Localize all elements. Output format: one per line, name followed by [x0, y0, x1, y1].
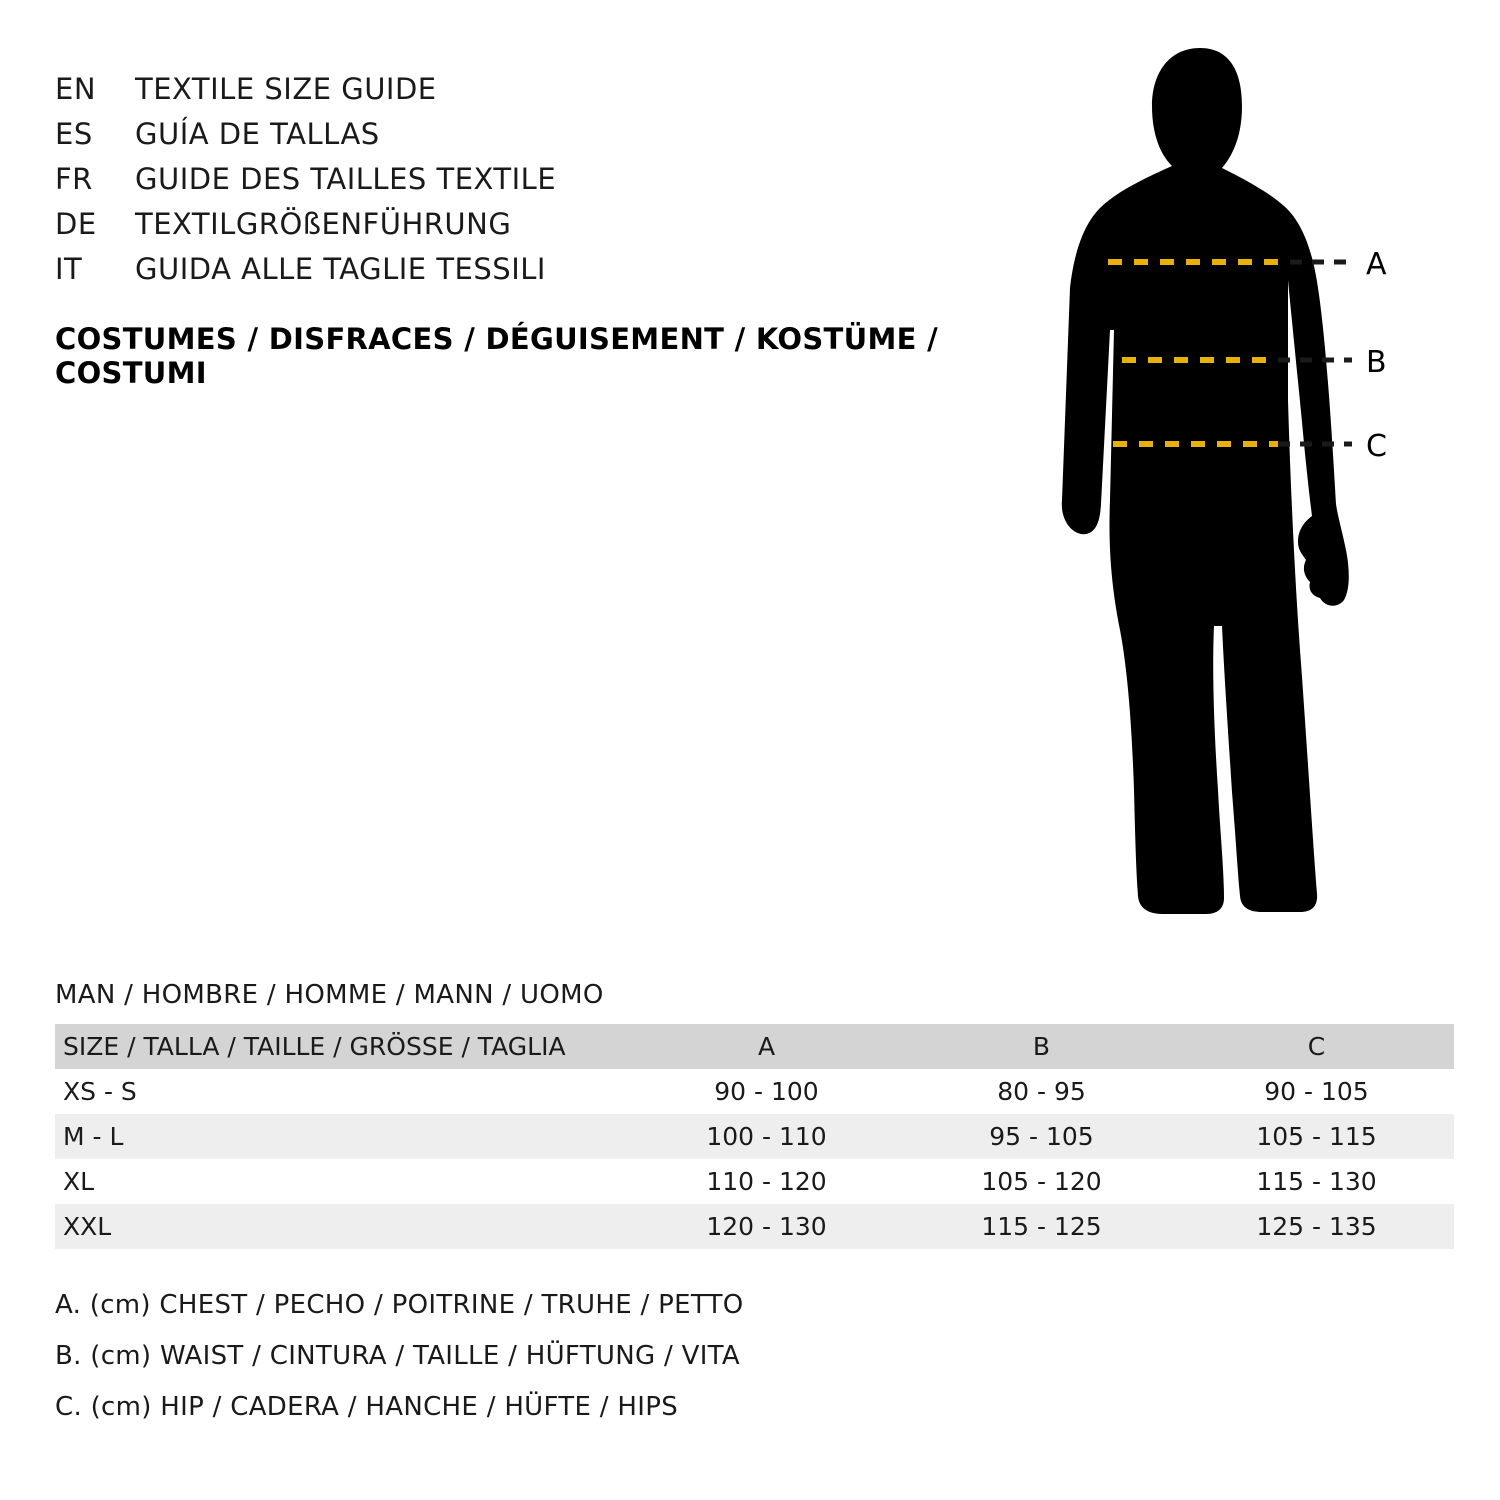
- language-text-it: GUIDA ALLE TAGLIE TESSILI: [135, 252, 546, 286]
- table-cell-b: 105 - 120: [981, 1167, 1102, 1196]
- language-code-es: ES: [55, 117, 93, 151]
- table-row: [55, 1114, 1454, 1159]
- male-silhouette-icon: [1000, 30, 1460, 930]
- marker-label-c: C: [1366, 429, 1387, 464]
- costumes-subtitle: COSTUMES / DISFRACES / DÉGUISEMENT / KOSTÜME / COSTUMI: [55, 322, 939, 390]
- table-cell-a: 100 - 110: [706, 1122, 827, 1151]
- language-row-de: [55, 207, 955, 241]
- legend-line-c: C. (cm) HIP / CADERA / HANCHE / HÜFTE / HIPS: [55, 1392, 679, 1422]
- language-text-fr: GUIDE DES TAILLES TEXTILE: [135, 162, 557, 196]
- table-header-size: SIZE / TALLA / TAILLE / GRÖSSE / TAGLIA: [63, 1032, 566, 1061]
- table-cell-size: XXL: [63, 1212, 112, 1241]
- table-header-c: C: [1307, 1032, 1326, 1061]
- table-row: [55, 1159, 1454, 1204]
- language-code-en: EN: [55, 72, 97, 106]
- table-header-b: B: [1032, 1032, 1051, 1061]
- body-measurement-figure: [1000, 30, 1460, 930]
- marker-label-b: B: [1366, 345, 1387, 380]
- table-cell-a: 110 - 120: [706, 1167, 827, 1196]
- language-header-block: [55, 72, 955, 390]
- table-header-row: [55, 1024, 1454, 1069]
- table-cell-size: XS - S: [63, 1077, 137, 1106]
- table-cell-size: M - L: [63, 1122, 124, 1151]
- table-cell-a: 90 - 100: [714, 1077, 819, 1106]
- language-text-es: GUÍA DE TALLAS: [135, 117, 380, 151]
- table-cell-b: 115 - 125: [981, 1212, 1102, 1241]
- table-cell-c: 90 - 105: [1264, 1077, 1369, 1106]
- language-code-de: DE: [55, 207, 97, 241]
- legend-line-b: B. (cm) WAIST / CINTURA / TAILLE / HÜFTUNG / VITA: [55, 1341, 740, 1371]
- table-cell-a: 120 - 130: [706, 1212, 827, 1241]
- table-cell-size: XL: [63, 1167, 95, 1196]
- table-cell-c: 115 - 130: [1256, 1167, 1377, 1196]
- language-row-it: [55, 252, 955, 286]
- table-caption: MAN / HOMBRE / HOMME / MANN / UOMO: [55, 980, 604, 1010]
- language-row-fr: [55, 162, 955, 196]
- language-code-it: IT: [55, 252, 83, 286]
- language-text-en: TEXTILE SIZE GUIDE: [135, 72, 437, 106]
- language-text-de: TEXTILGRÖßENFÜHRUNG: [135, 207, 512, 241]
- legend-line-a: A. (cm) CHEST / PECHO / POITRINE / TRUHE / PETTO: [55, 1290, 744, 1320]
- language-row-en: [55, 72, 955, 106]
- table-cell-b: 95 - 105: [989, 1122, 1094, 1151]
- size-table-section: [55, 980, 1445, 1249]
- table-cell-b: 80 - 95: [997, 1077, 1086, 1106]
- size-table: [55, 1024, 1454, 1249]
- table-row: [55, 1204, 1454, 1249]
- measurement-legend: [55, 1290, 1055, 1443]
- language-row-es: [55, 117, 955, 151]
- marker-label-a: A: [1366, 247, 1387, 282]
- language-code-fr: FR: [55, 162, 93, 196]
- table-cell-c: 125 - 135: [1256, 1212, 1377, 1241]
- table-row: [55, 1069, 1454, 1114]
- table-header-a: A: [757, 1032, 776, 1061]
- table-cell-c: 105 - 115: [1256, 1122, 1377, 1151]
